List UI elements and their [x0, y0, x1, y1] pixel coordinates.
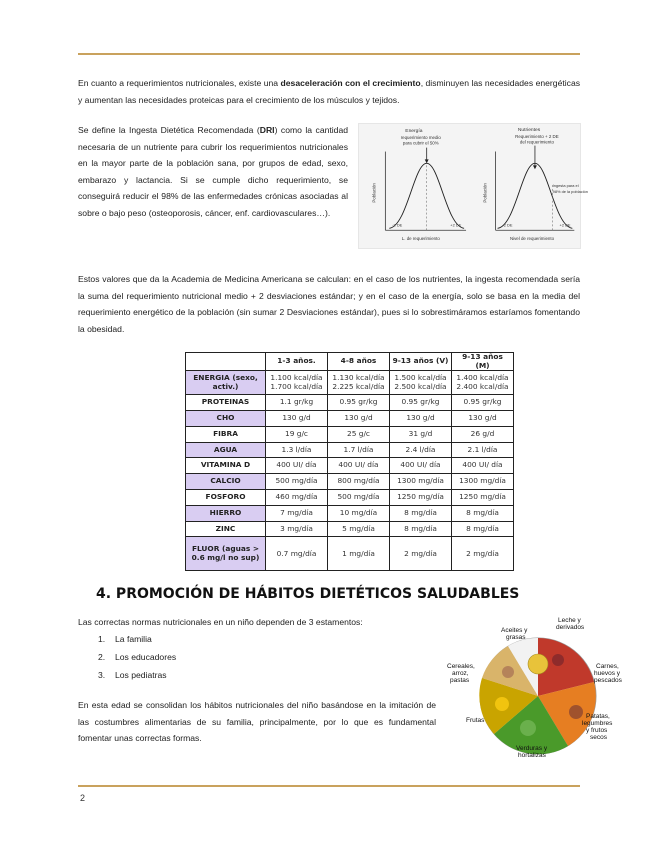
left-subtitle-1: requerimiento medio: [400, 134, 441, 140]
label-aceites-2: grasas: [506, 634, 526, 641]
label-patatas-3: y frutos: [586, 727, 608, 734]
slice-aceites: [528, 654, 548, 674]
row-label: ZINC: [186, 521, 266, 537]
requirement-curves-figure: [358, 123, 588, 249]
label-leche-1: Leche y: [558, 617, 581, 624]
table-cell: 400 UI/ día: [328, 458, 390, 474]
habitos-paragraph: En esta edad se consolidan los hábitos nutricionales del niño basándose en la imitación de las costumbres alimentarias de su familia, principalmente, por lo que es fundamental fomentar unas correctas formas.: [78, 700, 436, 743]
estamentos-intro: Las correctas normas nutricionales en un niño dependen de 3 estamentos:: [78, 617, 363, 627]
table-cell: 8 mg/día: [390, 505, 452, 521]
left-subtitle-2: para cubrir el 50%: [402, 140, 439, 146]
right-arrowhead: [533, 165, 537, 169]
label-cereales-3: pastas: [450, 677, 470, 684]
label-carnes-1: Carnes,: [596, 663, 619, 670]
right-y-label: Población: [482, 183, 488, 203]
row-label: CALCIO: [186, 474, 266, 490]
table-row: [186, 458, 514, 474]
table-cell: 8 mg/día: [452, 521, 514, 537]
table-cell: 130 g/d: [390, 410, 452, 426]
label-verduras-1: Verduras y: [516, 745, 548, 752]
food-plate-figure: [446, 616, 636, 762]
row-label: AGUA: [186, 442, 266, 458]
food-item: [569, 705, 583, 719]
right-subtitle-2: del requerimiento: [519, 139, 554, 145]
intro-paragraph: En cuanto a requerimientos nutricionales, existe una desaceleración con el crecimiento, disminuyen las necesidades energéticas y aumentan las necesidades proteicas para el crecimiento de los músculos y tejidos.: [78, 78, 581, 105]
label-cereales-2: arroz,: [452, 670, 469, 677]
table-cell: 460 mg/día: [266, 489, 328, 505]
table-cell: 130 g/d: [452, 410, 514, 426]
table-cell: 26 g/d: [452, 426, 514, 442]
table-row: [186, 426, 514, 442]
table-header-cell: 4-8 años: [328, 353, 390, 371]
food-item: [520, 720, 536, 736]
footer-rule: [78, 785, 580, 787]
table-cell: 10 mg/día: [328, 505, 390, 521]
page-number: 2: [80, 793, 86, 803]
row-label: FOSFORO: [186, 489, 266, 505]
label-cereales-1: Cereales,: [447, 663, 475, 670]
row-label: CHO: [186, 410, 266, 426]
table-cell: 1.130 kcal/día 2.225 kcal/día: [328, 371, 390, 395]
estamentos-list: [98, 630, 176, 684]
right-side-label-2: 98% de la población: [552, 188, 588, 194]
table-cell: 400 UI/ día: [266, 458, 328, 474]
right-title: Nutrientes: [517, 127, 541, 133]
table-header-row: [186, 353, 514, 371]
table-cell: 800 mg/día: [328, 474, 390, 490]
header-rule: [78, 53, 580, 55]
table-cell: 1.100 kcal/día 1.700 kcal/día: [266, 371, 328, 395]
right-subtitle-1: Requerimiento + 2 DE: [515, 133, 559, 139]
table-row: [186, 371, 514, 395]
table-cell: 7 mg/día: [266, 505, 328, 521]
food-item: [552, 654, 564, 666]
label-patatas-2: legumbres: [582, 720, 613, 727]
left-bell-curve: [389, 163, 464, 228]
table-cell: 400 UI/ día: [452, 458, 514, 474]
left-tick-2: +2 DE: [450, 222, 462, 228]
table-row: [186, 474, 514, 490]
table-cell: 31 g/d: [390, 426, 452, 442]
table-cell: 2.4 l/día: [390, 442, 452, 458]
table-cell: 1.400 kcal/día 2.400 kcal/día: [452, 371, 514, 395]
table-cell: 3 mg/día: [266, 521, 328, 537]
right-side-label-1: Ingesta para el: [552, 182, 579, 188]
row-label: VITAMINA D: [186, 458, 266, 474]
table-header-cell: 9-13 años (M): [452, 353, 514, 371]
table-cell: 2.1 l/día: [452, 442, 514, 458]
table-cell: 8 mg/día: [452, 505, 514, 521]
table-cell: 130 g/d: [328, 410, 390, 426]
label-patatas-4: secos: [590, 734, 607, 741]
right-x-label: Nivel de requerimiento: [509, 236, 555, 242]
table-cell: 1300 mg/día: [390, 474, 452, 490]
table-row: [186, 442, 514, 458]
table-cell: 400 UI/ día: [390, 458, 452, 474]
section-title: 4. PROMOCIÓN DE HÁBITOS DIETÉTICOS SALUDABLES: [96, 586, 520, 602]
table-cell: 8 mg/día: [390, 521, 452, 537]
table-header-cell: [186, 353, 266, 371]
table-cell: 0.95 gr/kg: [390, 395, 452, 411]
table-cell: 1.7 l/día: [328, 442, 390, 458]
table-cell: 1250 mg/día: [390, 489, 452, 505]
left-y-label: Población: [371, 183, 377, 203]
table-cell: 0.95 gr/kg: [452, 395, 514, 411]
table-cell: 25 g/c: [328, 426, 390, 442]
table-row: [186, 521, 514, 537]
label-leche-2: derivados: [556, 624, 585, 631]
food-item: [495, 697, 509, 711]
table-cell: 1300 mg/día: [452, 474, 514, 490]
label-frutas: Frutas: [466, 717, 485, 724]
row-label: HIERRO: [186, 505, 266, 521]
label-aceites-1: Aceites y: [501, 627, 528, 634]
right-tick-2: +2 DE: [559, 222, 571, 228]
label-carnes-3: pescados: [594, 677, 622, 684]
table-cell: 2 mg/día: [390, 537, 452, 571]
table-cell: 500 mg/día: [328, 489, 390, 505]
table-cell: 0.95 gr/kg: [328, 395, 390, 411]
list-item: 1. La familia: [98, 634, 152, 644]
left-tick-1: -2 DE: [392, 222, 403, 228]
table-cell: 1250 mg/día: [452, 489, 514, 505]
right-bell-curve: [498, 163, 573, 228]
table-cell: 1.3 l/día: [266, 442, 328, 458]
table-cell: 5 mg/día: [328, 521, 390, 537]
row-label: FLUOR (aguas > 0.6 mg/l no sup): [186, 537, 266, 571]
left-x-label: L. de requerimiento: [401, 236, 440, 242]
label-patatas-1: Patatas,: [586, 713, 610, 720]
left-arrowhead: [425, 159, 429, 163]
left-title: Energía: [405, 128, 423, 134]
nutrient-table: [185, 352, 514, 571]
table-cell: 0.7 mg/día: [266, 537, 328, 571]
label-carnes-2: huevos y: [594, 670, 621, 677]
table-cell: 1 mg/día: [328, 537, 390, 571]
table-row: [186, 505, 514, 521]
row-label: ENERGIA (sexo, activ.): [186, 371, 266, 395]
table-cell: 1.500 kcal/día 2.500 kcal/día: [390, 371, 452, 395]
food-item: [502, 666, 514, 678]
row-label: FIBRA: [186, 426, 266, 442]
list-item: 3. Los pediatras: [98, 670, 167, 680]
table-row: [186, 489, 514, 505]
table-cell: 2 mg/día: [452, 537, 514, 571]
table-cell: 19 g/c: [266, 426, 328, 442]
academia-paragraph: Estos valores que da la Academia de Medicina Americana se calculan: en el caso de los nutrientes, la ingesta recomendada sería la suma del requerimiento nutricional medio + 2 desviaciones estándar; y en el caso de la energía, solo se basa en la media del requerimiento energético de la población (sin sumar 2 Desviaciones estándar), pues si lo sobrestimáramos estaríamos fomentando la obesidad.: [78, 274, 580, 334]
row-label: PROTEINAS: [186, 395, 266, 411]
list-item: 2. Los educadores: [98, 652, 177, 662]
table-cell: 130 g/d: [266, 410, 328, 426]
table-row: [186, 537, 514, 571]
table-cell: 500 mg/día: [266, 474, 328, 490]
table-cell: 1.1 gr/kg: [266, 395, 328, 411]
table-row: [186, 410, 514, 426]
table-header-cell: 9-13 años (V): [390, 353, 452, 371]
table-header-cell: 1-3 años.: [266, 353, 328, 371]
label-verduras-2: hortalizas: [518, 752, 546, 759]
table-row: [186, 395, 514, 411]
right-tick-1: -2 DE: [502, 222, 513, 228]
dri-paragraph: Se define la Ingesta Dietética Recomendada (DRI) como la cantidad necesaria de un nutriente para cubrir los requerimientos nutricionales en la mayor parte de la población sana, por grupos de edad, sexo, embarazo y lactancia. Si se cumple dicho requerimiento, se conseguirá reducir el 98% de las enfermedades crónicas asociadas al sobre o bajo peso (osteoporosis, cáncer, enf. cardiovasculares…).: [78, 125, 349, 218]
